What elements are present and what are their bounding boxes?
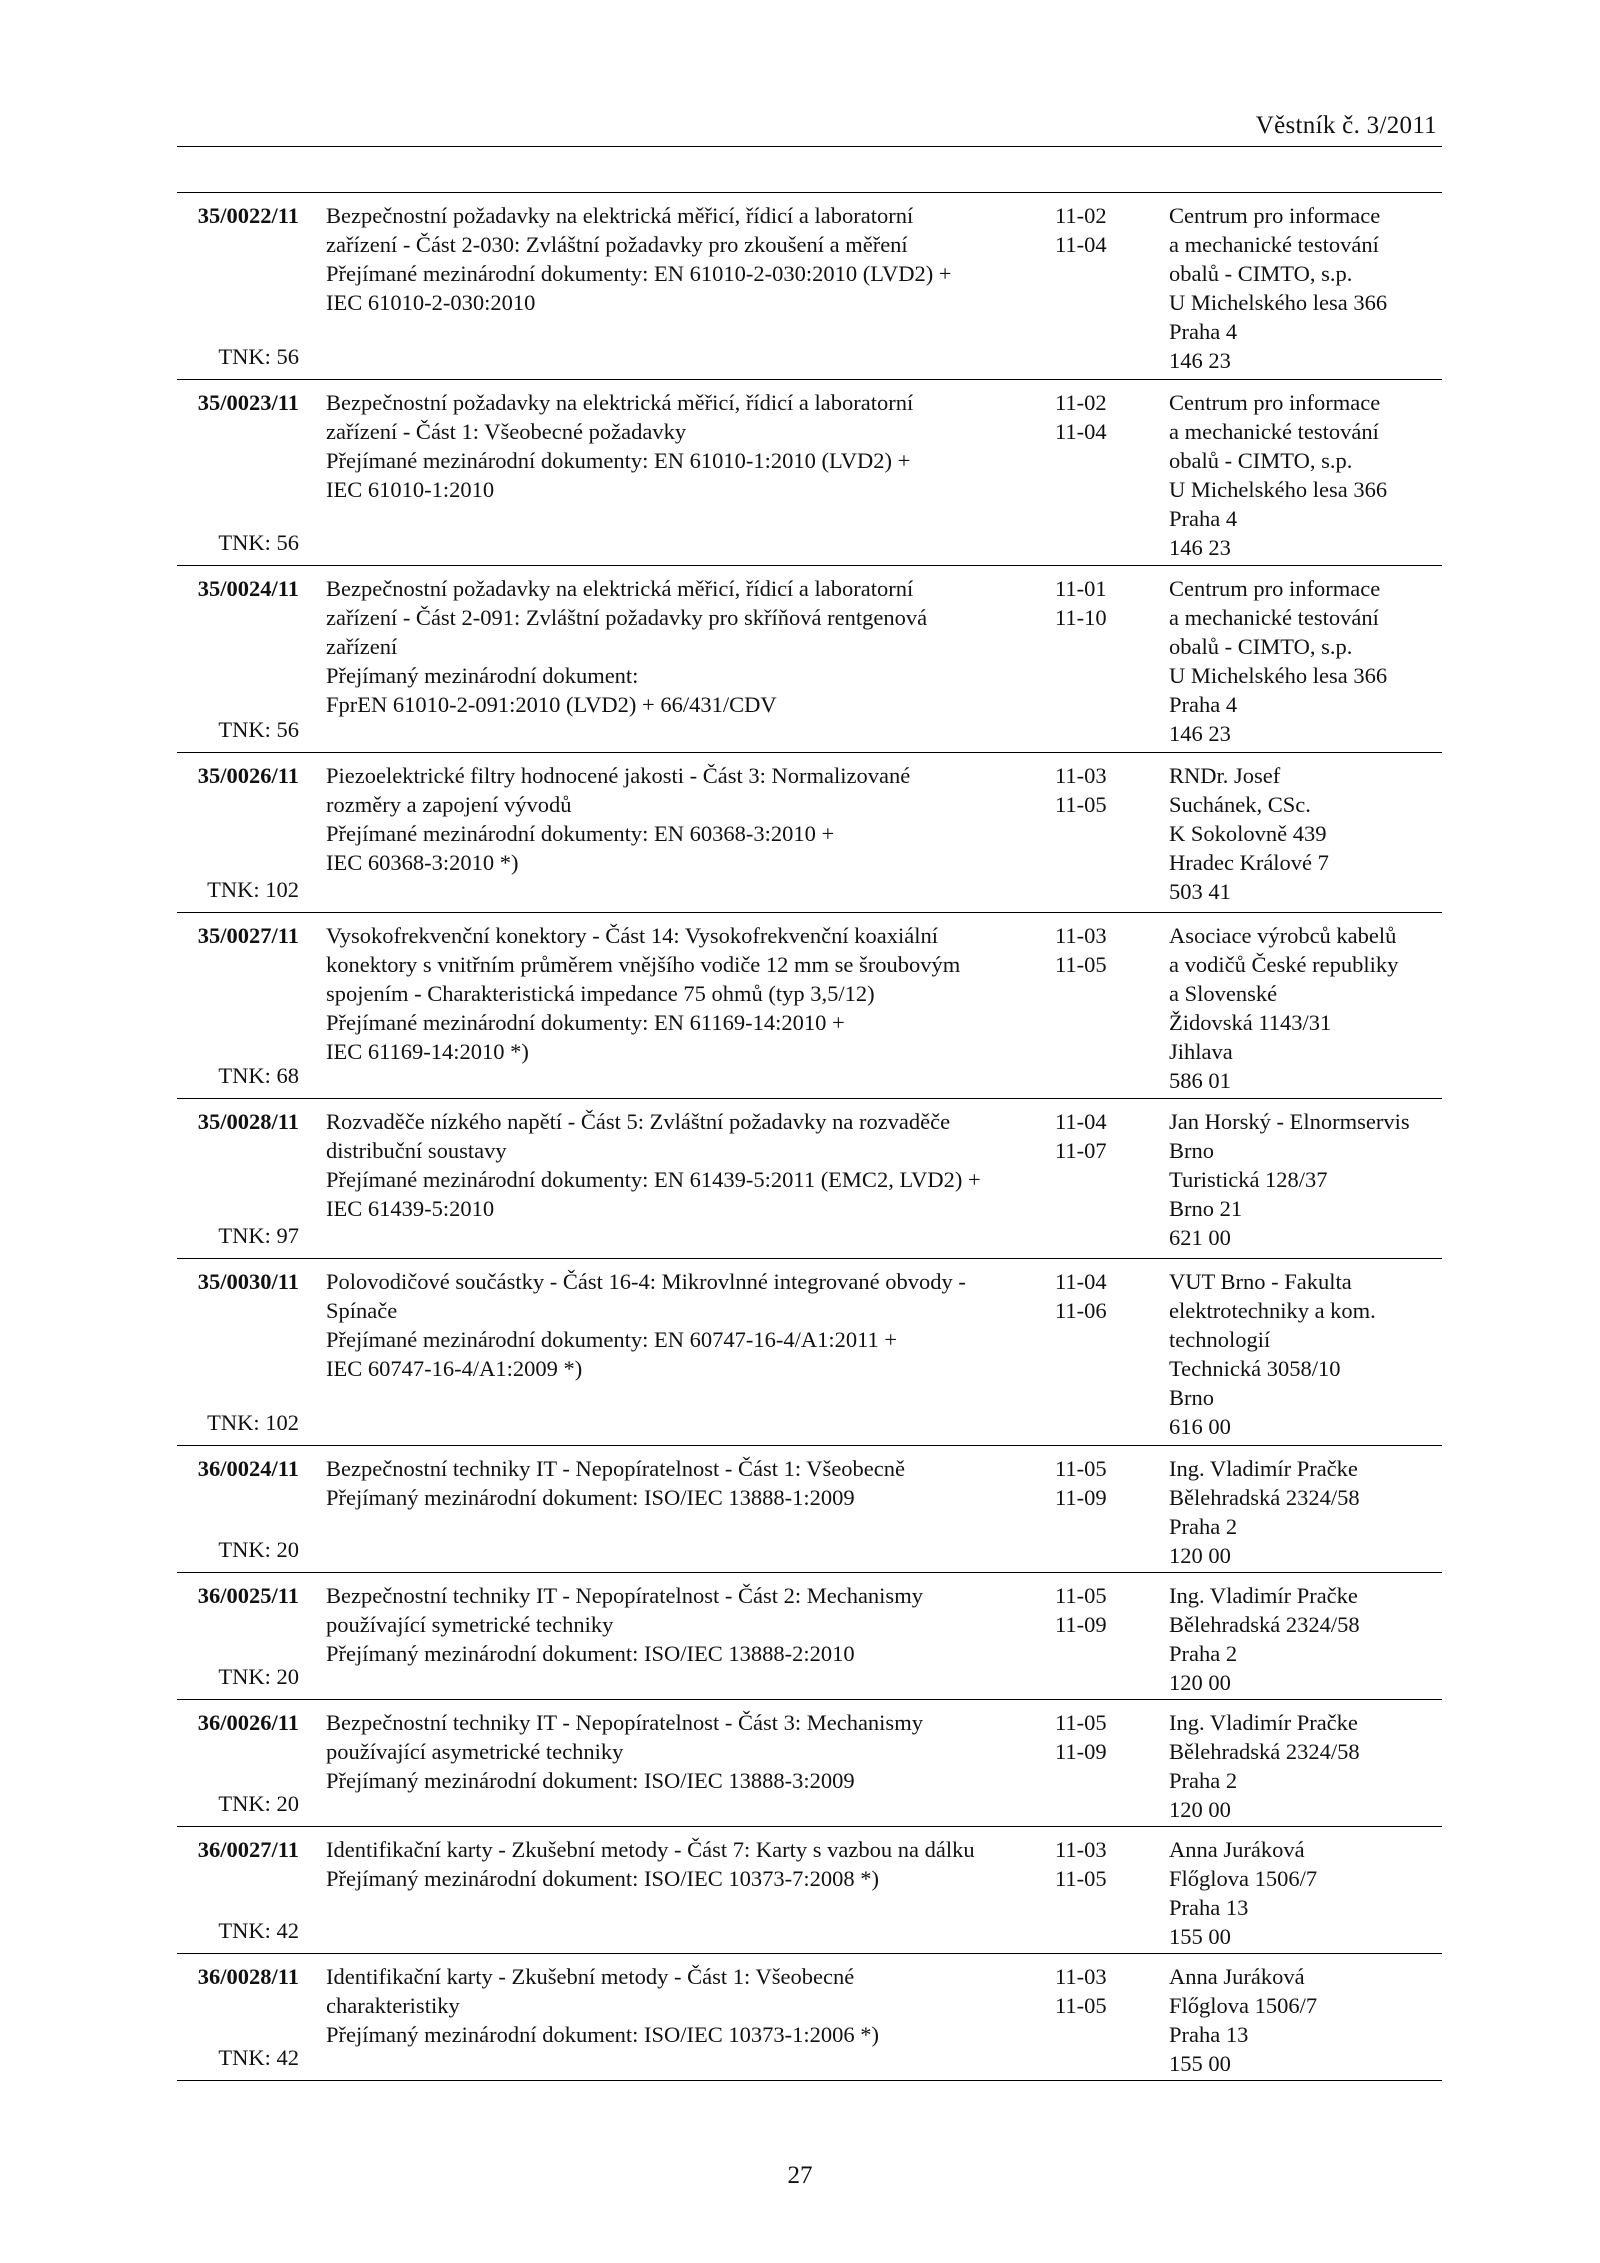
table-row	[177, 193, 1442, 380]
date-code: 11-04	[1055, 419, 1107, 444]
address-line: a mechanické testování	[1169, 605, 1379, 630]
record-id-cell	[177, 201, 299, 379]
address-line: U Michelského lesa 366	[1169, 663, 1388, 688]
record-id-cell	[177, 574, 299, 752]
standard-title-line: Bezpečnostní techniky IT - Nepopíratelnost - Část 2: Mechanismy	[326, 1583, 923, 1608]
table-row	[177, 380, 1442, 566]
address-line: Centrum pro informace	[1169, 390, 1381, 415]
date-code: 11-05	[1055, 1866, 1107, 1891]
address-line: technologií	[1169, 1327, 1271, 1352]
dates-cell	[1055, 1454, 1155, 1512]
address-line: a vodičů České republiky	[1169, 952, 1399, 977]
address-line: 146 23	[1169, 348, 1231, 373]
address-line: Bělehradská 2324/58	[1169, 1739, 1360, 1764]
record-number: 36/0027/11	[197, 1837, 299, 1862]
address-line: obalů - CIMTO, s.p.	[1169, 261, 1353, 286]
address-line: Praha 4	[1169, 692, 1238, 717]
standard-title-line: Přejímaný mezinárodní dokument: ISO/IEC 13888-3:2009	[326, 1768, 855, 1793]
tnk-label: TNK: 68	[218, 1063, 299, 1088]
record-number: 36/0028/11	[197, 1964, 299, 1989]
date-code: 11-01	[1055, 576, 1107, 601]
standard-title-line: Přejímaný mezinárodní dokument: ISO/IEC 10373-1:2006 *)	[326, 2022, 880, 2047]
tnk-label: TNK: 56	[218, 530, 299, 555]
standard-title-line: IEC 61439-5:2010	[326, 1196, 495, 1221]
date-code: 11-09	[1055, 1485, 1107, 1510]
standard-title-line: Bezpečnostní požadavky na elektrická měřicí, řídicí a laboratorní	[326, 203, 914, 228]
standard-title-cell	[326, 1962, 1046, 2049]
address-line: Ing. Vladimír Pračke	[1169, 1710, 1358, 1735]
record-id-cell	[177, 761, 299, 912]
standard-title-line: Přejímané mezinárodní dokumenty: EN 61010-1:2010 (LVD2) +	[326, 448, 911, 473]
standard-title-line: Přejímané mezinárodní dokumenty: EN 60747-16-4/A1:2011 +	[326, 1327, 898, 1352]
tnk-label: TNK: 20	[218, 1537, 299, 1562]
record-id-cell	[177, 1962, 299, 2080]
address-line: Brno	[1169, 1138, 1214, 1163]
date-code: 11-02	[1055, 390, 1107, 415]
processor-address-cell	[1169, 1107, 1444, 1252]
standard-title-line: Bezpečnostní techniky IT - Nepopíratelnost - Část 3: Mechanismy	[326, 1710, 923, 1735]
standard-title-cell	[326, 1708, 1046, 1795]
address-line: Asociace výrobců kabelů	[1169, 923, 1397, 948]
address-line: 146 23	[1169, 535, 1231, 560]
dates-cell	[1055, 761, 1155, 819]
address-line: Praha 4	[1169, 319, 1238, 344]
page-number: 27	[787, 2162, 813, 2189]
address-line: Centrum pro informace	[1169, 576, 1381, 601]
address-line: a mechanické testování	[1169, 419, 1379, 444]
standard-title-line: používající asymetrické techniky	[326, 1739, 624, 1764]
date-code: 11-05	[1055, 1583, 1107, 1608]
address-line: Suchánek, CSc.	[1169, 792, 1311, 817]
standard-title-line: Bezpečnostní požadavky na elektrická měřicí, řídicí a laboratorní	[326, 390, 914, 415]
record-number: 36/0026/11	[197, 1710, 299, 1735]
standard-title-line: Přejímané mezinárodní dokumenty: EN 60368-3:2010 +	[326, 821, 835, 846]
record-id-cell	[177, 1708, 299, 1826]
address-line: 616 00	[1169, 1414, 1231, 1439]
processor-address-cell	[1169, 201, 1444, 375]
standard-title-cell	[326, 1267, 1046, 1383]
date-code: 11-05	[1055, 952, 1107, 977]
address-line: U Michelského lesa 366	[1169, 290, 1388, 315]
date-code: 11-05	[1055, 792, 1107, 817]
address-line: Bělehradská 2324/58	[1169, 1612, 1360, 1637]
tnk-label: TNK: 102	[207, 877, 299, 902]
standard-title-line: IEC 60368-3:2010 *)	[326, 850, 519, 875]
address-line: Praha 13	[1169, 2022, 1249, 2047]
tnk-label: TNK: 20	[218, 1664, 299, 1689]
dates-cell	[1055, 574, 1155, 632]
address-line: Flőglova 1506/7	[1169, 1866, 1318, 1891]
standard-title-line: rozměry a zapojení vývodů	[326, 792, 572, 817]
processor-address-cell	[1169, 574, 1444, 748]
standard-title-line: distribuční soustavy	[326, 1138, 507, 1163]
standard-title-line: spojením - Charakteristická impedance 75 ohmů (typ 3,5/12)	[326, 981, 875, 1006]
standard-title-line: Přejímané mezinárodní dokumenty: EN 61010-2-030:2010 (LVD2) +	[326, 261, 952, 286]
standard-title-line: Rozvaděče nízkého napětí - Část 5: Zvláštní požadavky na rozvaděče	[326, 1109, 951, 1134]
address-line: Židovská 1143/31	[1169, 1010, 1332, 1035]
date-code: 11-05	[1055, 1993, 1107, 2018]
standard-title-line: FprEN 61010-2-091:2010 (LVD2) + 66/431/CDV	[326, 692, 777, 717]
address-line: Ing. Vladimír Pračke	[1169, 1583, 1358, 1608]
date-code: 11-09	[1055, 1612, 1107, 1637]
standard-title-line: Piezoelektrické filtry hodnocené jakosti - Část 3: Normalizované	[326, 763, 911, 788]
dates-cell	[1055, 1267, 1155, 1325]
address-line: Technická 3058/10	[1169, 1356, 1341, 1381]
address-line: U Michelského lesa 366	[1169, 477, 1388, 502]
date-code: 11-05	[1055, 1456, 1107, 1481]
standard-title-line: Bezpečnostní techniky IT - Nepopíratelnost - Část 1: Všeobecně	[326, 1456, 906, 1481]
address-line: Flőglova 1506/7	[1169, 1993, 1318, 2018]
address-line: VUT Brno - Fakulta	[1169, 1269, 1352, 1294]
address-line: 146 23	[1169, 721, 1231, 746]
address-line: obalů - CIMTO, s.p.	[1169, 448, 1353, 473]
address-line: Centrum pro informace	[1169, 203, 1381, 228]
processor-address-cell	[1169, 1267, 1444, 1441]
date-code: 11-04	[1055, 1269, 1107, 1294]
processor-address-cell	[1169, 1708, 1444, 1824]
date-code: 11-09	[1055, 1739, 1107, 1764]
standard-title-line: IEC 61010-2-030:2010	[326, 290, 536, 315]
tnk-label: TNK: 20	[218, 1791, 299, 1816]
address-line: Ing. Vladimír Pračke	[1169, 1456, 1358, 1481]
page-header	[177, 112, 1442, 147]
address-line: 621 00	[1169, 1225, 1231, 1250]
processor-address-cell	[1169, 1581, 1444, 1697]
standard-title-line: zařízení - Část 2-091: Zvláštní požadavky pro skříňová rentgenová	[326, 605, 928, 630]
table-row	[177, 913, 1442, 1099]
address-line: 120 00	[1169, 1670, 1231, 1695]
standard-title-line: Přejímaný mezinárodní dokument: ISO/IEC 13888-1:2009	[326, 1485, 855, 1510]
date-code: 11-02	[1055, 203, 1107, 228]
standard-title-cell	[326, 574, 1046, 719]
record-id-cell	[177, 1454, 299, 1572]
standard-title-line: konektory s vnitřním průměrem vnějšího vodiče 12 mm se šroubovým	[326, 952, 961, 977]
standard-title-cell	[326, 1581, 1046, 1668]
address-line: 503 41	[1169, 879, 1231, 904]
standard-title-line: Spínače	[326, 1298, 398, 1323]
processor-address-cell	[1169, 1454, 1444, 1570]
tnk-label: TNK: 102	[207, 1410, 299, 1435]
dates-cell	[1055, 921, 1155, 979]
date-code: 11-03	[1055, 923, 1107, 948]
standard-title-line: IEC 60747-16-4/A1:2009 *)	[326, 1356, 583, 1381]
record-number: 35/0023/11	[197, 390, 299, 415]
table-row	[177, 1700, 1442, 1827]
standard-title-line: Vysokofrekvenční konektory - Část 14: Vysokofrekvenční koaxiální	[326, 923, 938, 948]
address-line: 155 00	[1169, 2051, 1231, 2076]
date-code: 11-07	[1055, 1138, 1107, 1163]
address-line: a Slovenské	[1169, 981, 1278, 1006]
record-id-cell	[177, 1267, 299, 1445]
standard-title-line: zařízení - Část 1: Všeobecné požadavky	[326, 419, 687, 444]
tnk-label: TNK: 42	[218, 2045, 299, 2070]
date-code: 11-05	[1055, 1710, 1107, 1735]
record-id-cell	[177, 921, 299, 1098]
address-line: 120 00	[1169, 1543, 1231, 1568]
standard-title-cell	[326, 1835, 1046, 1893]
address-line: Brno	[1169, 1385, 1214, 1410]
address-line: RNDr. Josef	[1169, 763, 1281, 788]
address-line: Anna Juráková	[1169, 1837, 1305, 1862]
standard-title-cell	[326, 921, 1046, 1066]
address-line: Jihlava	[1169, 1039, 1233, 1064]
address-line: Praha 4	[1169, 506, 1238, 531]
date-code: 11-04	[1055, 232, 1107, 257]
address-line: Bělehradská 2324/58	[1169, 1485, 1360, 1510]
standard-title-line: Bezpečnostní požadavky na elektrická měřicí, řídicí a laboratorní	[326, 576, 914, 601]
address-line: Praha 13	[1169, 1895, 1249, 1920]
table-row	[177, 1446, 1442, 1573]
standard-title-line: Přejímané mezinárodní dokumenty: EN 61439-5:2011 (EMC2, LVD2) +	[326, 1167, 981, 1192]
standard-title-cell	[326, 201, 1046, 317]
address-line: Praha 2	[1169, 1514, 1238, 1539]
record-number: 36/0025/11	[197, 1583, 299, 1608]
standard-title-line: používající symetrické techniky	[326, 1612, 614, 1637]
standards-table	[177, 192, 1442, 2081]
standard-title-line: charakteristiky	[326, 1993, 460, 2018]
address-line: Praha 2	[1169, 1641, 1238, 1666]
processor-address-cell	[1169, 1962, 1444, 2078]
table-row	[177, 1573, 1442, 1700]
tnk-label: TNK: 42	[218, 1918, 299, 1943]
address-line: elektrotechniky a kom.	[1169, 1298, 1376, 1323]
address-line: 155 00	[1169, 1924, 1231, 1949]
standard-title-line: IEC 61169-14:2010 *)	[326, 1039, 529, 1064]
table-row	[177, 753, 1442, 913]
dates-cell	[1055, 1708, 1155, 1766]
table-row	[177, 1099, 1442, 1259]
date-code: 11-04	[1055, 1109, 1107, 1134]
dates-cell	[1055, 1581, 1155, 1639]
date-code: 11-06	[1055, 1298, 1107, 1323]
address-line: obalů - CIMTO, s.p.	[1169, 634, 1353, 659]
address-line: Anna Juráková	[1169, 1964, 1305, 1989]
date-code: 11-03	[1055, 1837, 1107, 1862]
address-line: a mechanické testování	[1169, 232, 1379, 257]
tnk-label: TNK: 56	[218, 344, 299, 369]
address-line: Praha 2	[1169, 1768, 1238, 1793]
standard-title-line: zařízení	[326, 634, 398, 659]
dates-cell	[1055, 1835, 1155, 1893]
standard-title-cell	[326, 1454, 1046, 1512]
record-number: 35/0022/11	[197, 203, 299, 228]
standard-title-cell	[326, 761, 1046, 877]
standard-title-line: Identifikační karty - Zkušební metody - Část 7: Karty s vazbou na dálku	[326, 1837, 975, 1862]
standard-title-cell	[326, 388, 1046, 504]
standard-title-cell	[326, 1107, 1046, 1223]
address-line: Jan Horský - Elnormservis	[1169, 1109, 1410, 1134]
processor-address-cell	[1169, 388, 1444, 562]
address-line: Turistická 128/37	[1169, 1167, 1328, 1192]
date-code: 11-10	[1055, 605, 1107, 630]
address-line: Hradec Králové 7	[1169, 850, 1329, 875]
record-number: 35/0028/11	[197, 1109, 299, 1134]
processor-address-cell	[1169, 1835, 1444, 1951]
dates-cell	[1055, 388, 1155, 446]
record-number: 36/0024/11	[197, 1456, 299, 1481]
standard-title-line: Přejímaný mezinárodní dokument: ISO/IEC 10373-7:2008 *)	[326, 1866, 880, 1891]
record-number: 35/0024/11	[197, 576, 299, 601]
record-id-cell	[177, 1107, 299, 1258]
journal-title: Věstník č. 3/2011	[1255, 112, 1437, 139]
dates-cell	[1055, 1107, 1155, 1165]
address-line: 120 00	[1169, 1797, 1231, 1822]
date-code: 11-03	[1055, 763, 1107, 788]
standard-title-line: Přejímaný mezinárodní dokument: ISO/IEC 13888-2:2010	[326, 1641, 855, 1666]
table-row	[177, 566, 1442, 753]
address-line: Brno 21	[1169, 1196, 1243, 1221]
table-row	[177, 1827, 1442, 1954]
address-line: K Sokolovně 439	[1169, 821, 1327, 846]
standard-title-line: zařízení - Část 2-030: Zvláštní požadavky pro zkoušení a měření	[326, 232, 908, 257]
table-row	[177, 1954, 1442, 2081]
record-number: 35/0027/11	[197, 923, 299, 948]
standard-title-line: IEC 61010-1:2010	[326, 477, 495, 502]
record-number: 35/0030/11	[197, 1269, 299, 1294]
standard-title-line: Přejímaný mezinárodní dokument:	[326, 663, 639, 688]
processor-address-cell	[1169, 761, 1444, 906]
table-row	[177, 1259, 1442, 1446]
date-code: 11-03	[1055, 1964, 1107, 1989]
record-id-cell	[177, 388, 299, 565]
address-line: 586 01	[1169, 1068, 1231, 1093]
standard-title-line: Polovodičové součástky - Část 16-4: Mikrovlnné integrované obvody -	[326, 1269, 966, 1294]
record-number: 35/0026/11	[197, 763, 299, 788]
tnk-label: TNK: 56	[218, 717, 299, 742]
dates-cell	[1055, 201, 1155, 259]
record-id-cell	[177, 1835, 299, 1953]
processor-address-cell	[1169, 921, 1444, 1095]
tnk-label: TNK: 97	[218, 1223, 299, 1248]
dates-cell	[1055, 1962, 1155, 2020]
standard-title-line: Přejímané mezinárodní dokumenty: EN 61169-14:2010 +	[326, 1010, 845, 1035]
standard-title-line: Identifikační karty - Zkušební metody - Část 1: Všeobecné	[326, 1964, 855, 1989]
record-id-cell	[177, 1581, 299, 1699]
